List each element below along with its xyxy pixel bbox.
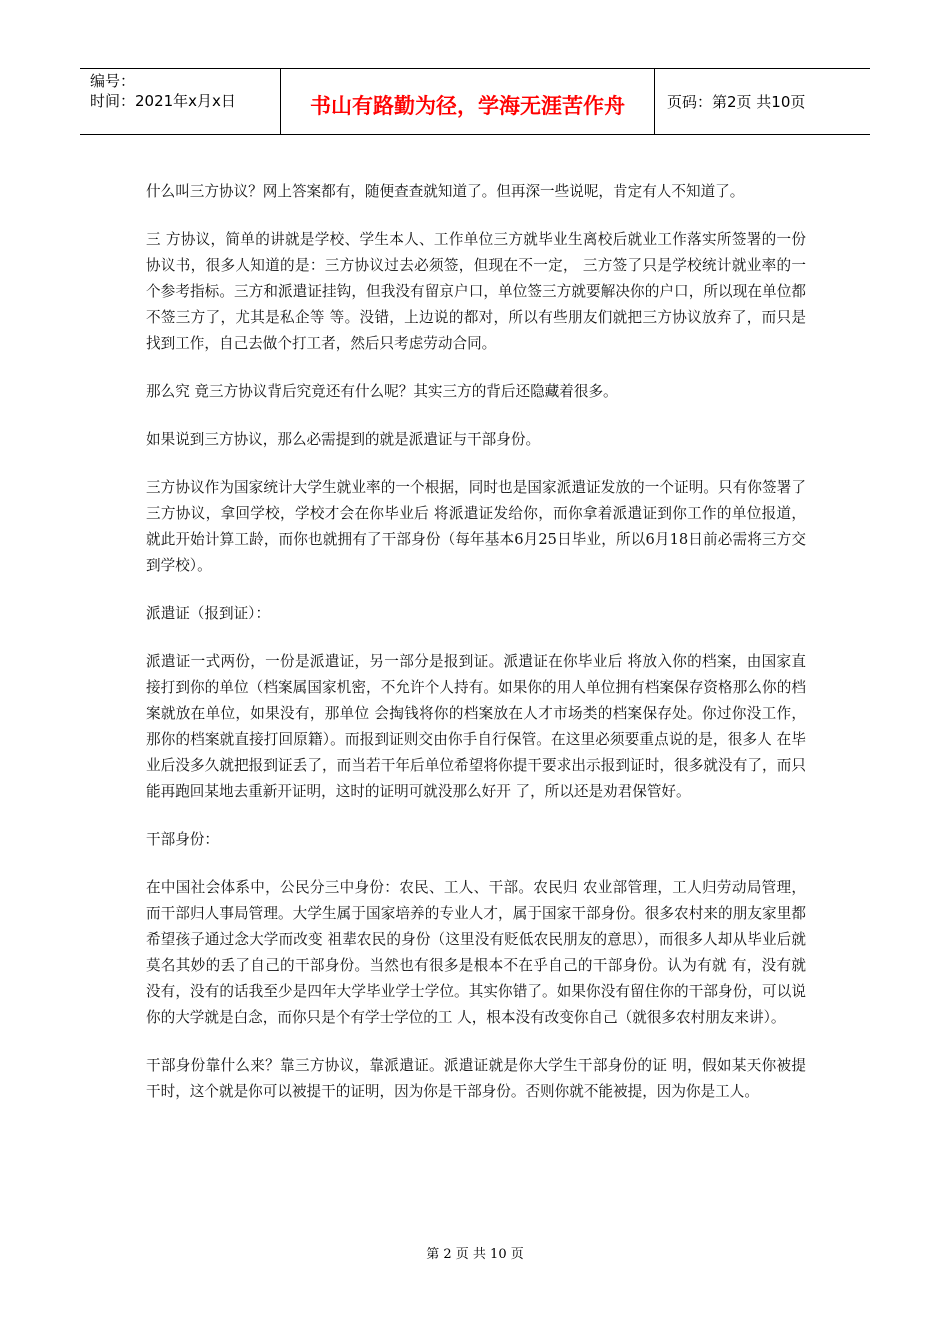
page-header	[80, 68, 870, 135]
number-label: 编号：	[90, 72, 136, 90]
paragraph: 那么究 竟三方协议背后究竟还有什么呢？其实三方的背后还隐藏着很多。	[146, 383, 618, 400]
header-page-cell	[655, 69, 870, 134]
header-motto-cell	[281, 69, 655, 134]
document-body	[146, 179, 806, 1127]
footer-page-number: 第 2 页 共 10 页	[426, 1247, 524, 1262]
page-footer	[0, 1243, 950, 1262]
section-heading: 干部身份：	[146, 831, 219, 848]
paragraph: 三方协议作为国家统计大学生就业率的一个根据，同时也是国家派遣证发放的一个证明。只有你签署了三方协议，拿回学校，学校才会在你毕业后 将派遣证发给你，而你拿着派遣证到你工作的单位报道，就此开始计算工龄，而你也就拥有了干部身份（每年基本6月25日毕业，所以6月18日前必需将三方交 到学校）。	[146, 479, 806, 574]
paragraph: 如果说到三方协议，那么必需提到的就是派遣证与干部身份。	[146, 431, 541, 448]
section-heading: 派遣证（报到证）：	[146, 605, 271, 622]
time-label: 时间：2021年x月x日	[90, 92, 236, 110]
paragraph: 干部身份靠什么来？靠三方协议，靠派遣证。派遣证就是你大学生干部身份的证 明，假如某天你被提干时，这个就是你可以被提干的证明，因为你是干部身份。否则你就不能被提，因为你是工人。	[146, 1057, 806, 1100]
motto-text: 书山有路勤为径，学海无涯苦作舟	[310, 93, 625, 118]
paragraph: 派遣证一式两份，一份是派遣证，另一部分是报到证。派遣证在你毕业后 将放入你的档案，由国家直接打到你的单位（档案属国家机密，不允许个人持有。如果你的用人单位拥有档案保存资格那么你的档案就放在单位，如果没有，那单位 会掏钱将你的档案放在人才市场类的档案保存处。你过你没工作，那你的档案就直接打回原籍）。而报到证则交由你手自行保管。在这里必须要重点说的是，很多人 在毕业后没多久就把报到证丢了，而当若干年后单位希望将你提干要求出示报到证时，很多就没有了，而只能再跑回某地去重新开证明，这时的证明可就没那么好开 了，所以还是劝君保管好。	[146, 653, 806, 800]
header-meta-cell	[80, 69, 281, 134]
paragraph: 什么叫三方协议？网上答案都有，随便查查就知道了。但再深一些说呢，肯定有人不知道了。	[146, 183, 745, 200]
page-info: 页码：第2页 共10页	[667, 93, 806, 111]
paragraph: 三 方协议，简单的讲就是学校、学生本人、工作单位三方就毕业生离校后就业工作落实所签署的一份协议书，很多人知道的是：三方协议过去必须签，但现在不一定， 三方签了只是学校统计就业率的一个参考指标。三方和派遣证挂钩，但我没有留京户口，单位签三方就要解决你的户口，所以现在单位都不签三方了，尤其是私企等 等。没错，上边说的都对，所以有些朋友们就把三方协议放弃了，而只是找到工作，自己去做个打工者，然后只考虑劳动合同。	[146, 231, 806, 352]
paragraph: 在中国社会体系中，公民分三中身份：农民、工人、干部。农民归 农业部管理，工人归劳动局管理，而干部归人事局管理。大学生属于国家培养的专业人才，属于国家干部身份。很多农村来的朋友家里都希望孩子通过念大学而改变 祖辈农民的身份（这里没有贬低农民朋友的意思），而很多人却从毕业后就莫名其妙的丢了自己的干部身份。当然也有很多是根本不在乎自己的干部身份。认为有就 有，没有就没有，没有的话我至少是四年大学毕业学士学位。其实你错了。如果你没有留住你的干部身份，可以说你的大学就是白念，而你只是个有学士学位的工 人，根本没有改变你自己（就很多农村朋友来讲）。	[146, 879, 806, 1026]
